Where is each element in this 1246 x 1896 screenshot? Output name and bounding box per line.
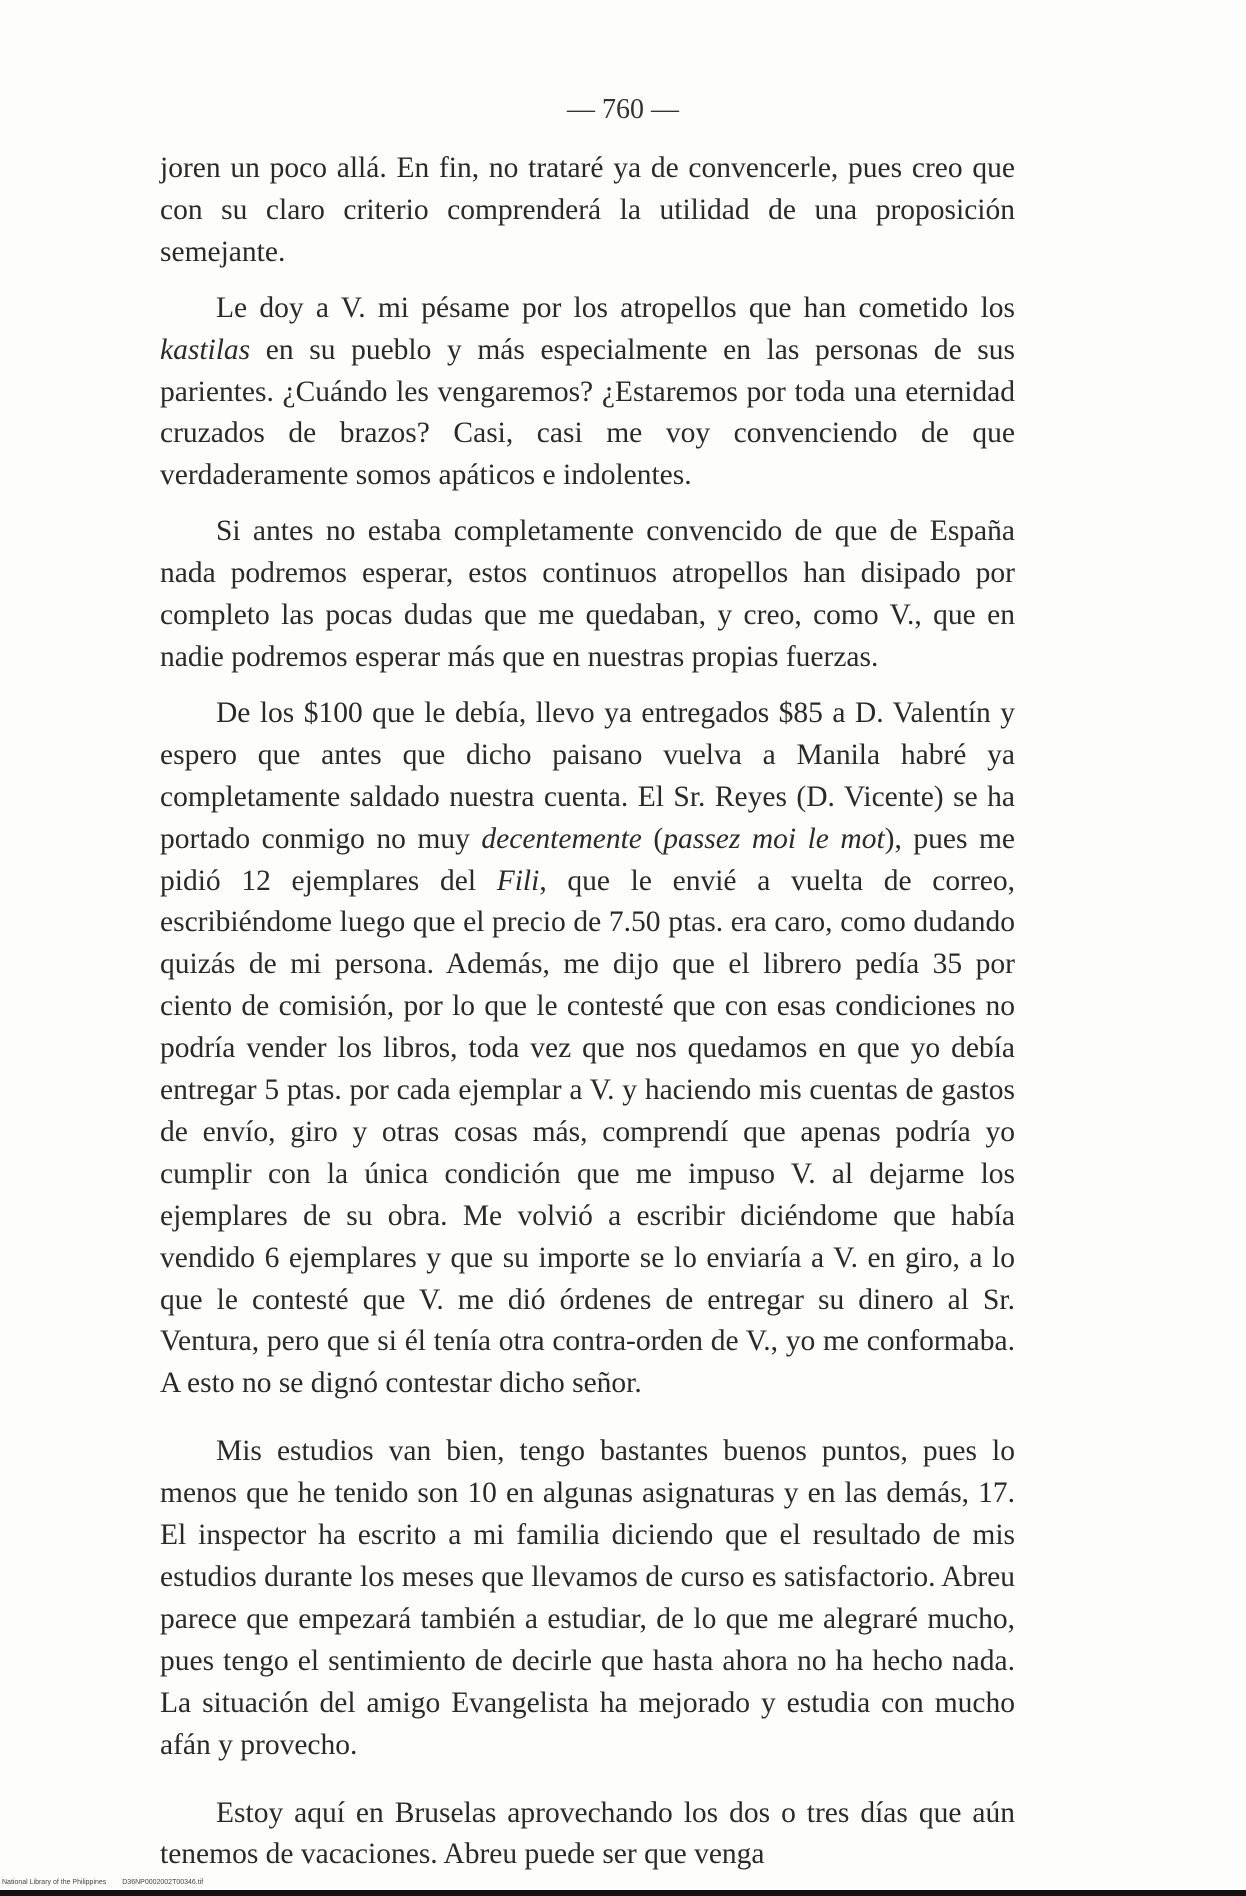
paragraph: Si antes no estaba completamente convencido de que de España nada podremos esperar, estos continuos atropellos han disipado por completo las pocas dudas que me quedaban, y creo, como V., que en nadie podremos esperar más que en nuestras propias fuerzas. [160,515,1015,673]
italic-text: Fili [496,864,540,897]
text-run: Le doy a V. mi pésame por los atropellos que han cometido los [216,291,1015,324]
footer-code: D36NP0002002T00346.tif [122,1879,204,1886]
body-text [160,148,1015,1876]
paragraph: joren un poco allá. En fin, no trataré ya de convencerle, pues creo que con su claro criterio comprenderá la utilidad de una proposición semejante. [160,152,1015,268]
text-run: en su pueblo y más especialmente en las personas de sus parientes. ¿Cuándo les vengaremos? ¿Estaremos por toda una eternidad cruzados de brazos? Casi, casi me voy convenciendo de que verdaderamente somos apáticos e indolentes. [160,333,1015,492]
text-run: , que le envié a vuelta de correo, escribiéndome luego que el precio de 7.50 ptas. era caro, como dudando quizás de mi persona. Además, me dijo que el librero pedía 35 por ciento de comisión, por lo que le contesté que con esas condiciones no podría vender los libros, toda vez que nos quedamos en que yo debía entregar 5 ptas. por cada ejemplar a V. y haciendo mis cuentas de gastos de envío, giro y otras cosas más, comprendí que apenas podría yo cumplir con la única condición que me impuso V. al dejarme los ejemplares de su obra. Me volvió a escribir diciéndome que había vendido 6 ejemplares y que su importe se lo enviaría a V. en giro, a lo que le contesté que V. me dió órdenes de entregar su dinero al Sr. Ventura, pero que si él tenía otra contra-orden de V., yo me conformaba. A esto no se dignó contestar dicho señor. [160,864,1015,1400]
paragraph: Mis estudios van bien, tengo bastantes buenos puntos, pues lo menos que he tenido son 10 en algunas asignaturas y en las demás, 17. El inspector ha escrito a mi familia diciendo que el resultado de mis estudios durante los meses que llevamos de curso es satisfactorio. Abreu parece que empezará también a estudiar, de lo que me alegraré mucho, pues tengo el sentimiento de decirle que hasta ahora no ha hecho nada. La situación del amigo Evangelista ha mejorado y estudia con mucho afán y provecho. [160,1435,1015,1761]
paragraph [160,288,1015,498]
italic-text: kastilas [160,333,251,366]
text-run: ( [641,822,664,855]
scan-footer [2,1879,217,1886]
italic-text: decentemente [481,822,642,855]
text-run: ), pues me pidió 12 ejemplares del [160,822,1016,897]
page-number: — 760 — [567,94,679,125]
paragraph [160,693,1015,1405]
text-run: De los $100 que le debía, llevo ya entregados $85 a D. Valentín y espero que antes que dicho paisano vuelva a Manila habré ya completamente saldado nuestra cuenta. El Sr. Reyes (D. Vicente) se ha portado conmigo no muy [160,696,1015,855]
italic-text: passez moi le mot [663,822,885,855]
paragraph: Estoy aquí en Bruselas aprovechando los dos o tres días que aún tenemos de vacaciones. Abreu puede ser que venga [160,1796,1015,1871]
scan-footer-bar [0,1890,1246,1896]
footer-library: National Library of the Philippines [2,1879,107,1886]
